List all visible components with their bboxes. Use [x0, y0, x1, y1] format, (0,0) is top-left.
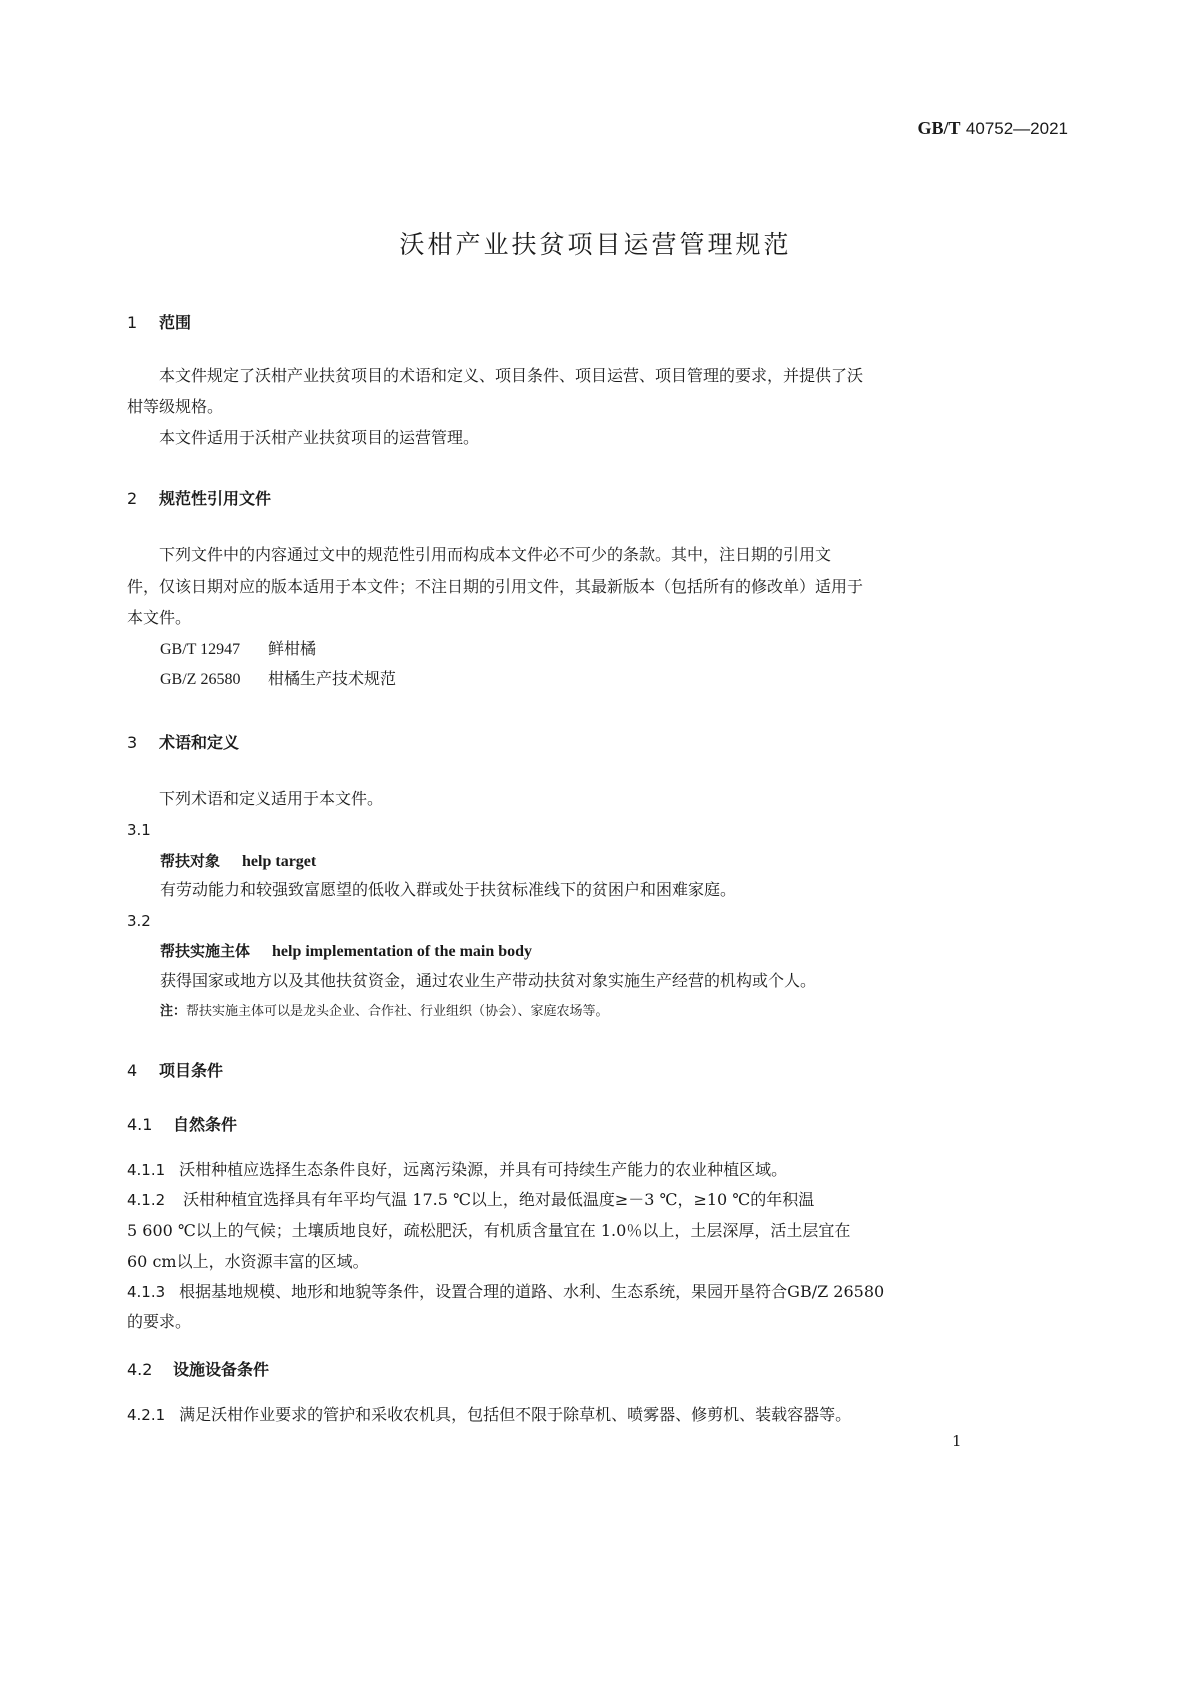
section-1-line-2: 柑等级规格。: [127, 397, 224, 416]
section-2-line-2: 件，仅该日期对应的版本适用于本文件；不注日期的引用文件，其最新版本（包括所有的修改单）适用于: [127, 577, 864, 596]
section-2-heading: 2 规范性引用文件: [127, 489, 272, 508]
section-4-2-heading: 4.2 设施设备条件: [127, 1360, 270, 1379]
section-3-intro: 下列术语和定义适用于本文件。: [159, 789, 384, 808]
term-note: 注：帮扶实施主体可以是龙头企业、合作社、行业组织（协会）、家庭农场等。: [160, 1004, 609, 1019]
clause-4-1-2-line-3: 60 cm以上，水资源丰富的区域。: [127, 1252, 369, 1271]
term-definition: 有劳动能力和较强致富愿望的低收入群或处于扶贫标准线下的贫困户和困难家庭。: [160, 880, 737, 899]
clause-4-2-1: 4.2.1 满足沃柑作业要求的管护和采收农机具，包括但不限于除草机、喷雾器、修剪机、装载容器等。: [127, 1405, 852, 1424]
clause-4-1-2: 4.1.2 沃柑种植宜选择具有年平均气温 17.5 ℃以上，绝对最低温度≥－3 ℃，≥10 ℃的年积温: [127, 1190, 815, 1209]
reference-item: GB/Z 26580 柑橘生产技术规范: [160, 669, 397, 688]
section-4-heading: 4 项目条件: [127, 1061, 224, 1080]
term-title: 帮扶实施主体 help implementation of the main body: [160, 942, 533, 960]
clause-4-1-3-line-2: 的要求。: [127, 1312, 192, 1331]
standard-code: 40752—2021: [965, 119, 1068, 138]
document-title: 沃柑产业扶贫项目运营管理规范: [399, 230, 792, 259]
clause-4-1-3: 4.1.3 根据基地规模、地形和地貌等条件，设置合理的道路、水利、生态系统，果园开垦符合GB/Z 26580: [127, 1282, 885, 1301]
term-number: 3.2: [127, 912, 151, 930]
clause-4-1-1: 4.1.1 沃柑种植应选择生态条件良好，远离污染源，并具有可持续生产能力的农业种植区域。: [127, 1160, 788, 1179]
clause-4-1-2-line-2: 5 600 ℃以上的气候；土壤质地良好，疏松肥沃，有机质含量宜在 1.0％以上，土层深厚，活土层宜在: [127, 1221, 851, 1240]
section-4-1-heading: 4.1 自然条件: [127, 1115, 238, 1134]
term-number: 3.1: [127, 821, 151, 839]
section-2-line-1: 下列文件中的内容通过文中的规范性引用而构成本文件必不可少的条款。其中，注日期的引用文: [159, 545, 832, 564]
section-1-line-1: 本文件规定了沃柑产业扶贫项目的术语和定义、项目条件、项目运营、项目管理的要求，并提供了沃: [159, 366, 864, 385]
reference-item: GB/T 12947 鲜柑橘: [160, 639, 317, 658]
term-definition: 获得国家或地方以及其他扶贫资金，通过农业生产带动扶贫对象实施生产经营的机构或个人。: [160, 971, 817, 990]
section-1-para-2: 本文件适用于沃柑产业扶贫项目的运营管理。: [159, 428, 480, 447]
term-title: 帮扶对象 help target: [160, 852, 317, 870]
page-number: 1: [952, 1432, 962, 1450]
standard-prefix: GB/T: [917, 118, 961, 138]
section-3-heading: 3 术语和定义: [127, 733, 240, 752]
section-1-heading: 1 范围: [127, 313, 192, 332]
standard-number: [917, 118, 1068, 139]
section-2-line-3: 本文件。: [127, 608, 192, 627]
